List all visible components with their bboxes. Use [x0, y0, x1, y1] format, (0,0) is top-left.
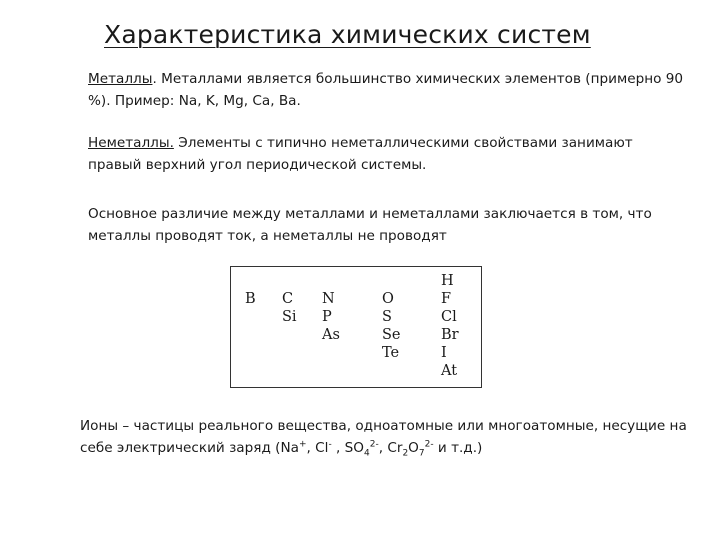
element-cell: P: [322, 309, 332, 325]
nonmetals-text: Элементы с типично неметаллическими свойствами занимают правый верхний угол периодической системы.: [88, 135, 633, 173]
element-cell: Cl: [441, 309, 457, 325]
ions-tail: и т.д.): [433, 440, 483, 456]
element-cell: Se: [382, 327, 401, 343]
metals-term: Металлы: [88, 71, 153, 87]
element-cell: N: [322, 291, 335, 307]
nonmetals-paragraph: [88, 132, 688, 176]
ions-paragraph: [80, 415, 710, 459]
dichromate-o: O: [408, 440, 419, 456]
dichromate-cr-subscript: 2: [402, 448, 409, 459]
nonmetal-elements-table: [230, 266, 482, 388]
element-cell: Te: [382, 345, 400, 361]
sulfate-charge: 2-: [369, 439, 379, 450]
element-cell: Br: [441, 327, 459, 343]
ions-sep: , Cr: [378, 440, 403, 456]
dichromate-charge: 2-: [424, 439, 434, 450]
element-cell: As: [322, 327, 340, 343]
ions-text: – частицы реального вещества, одноатомные или многоатомные, несущие на себе электрический заряд (Na: [80, 418, 687, 456]
metals-term-period: .: [152, 71, 157, 87]
element-cell: S: [382, 309, 392, 325]
element-cell: F: [441, 291, 452, 307]
element-cell: Si: [282, 309, 297, 325]
sulfate-subscript: 4: [363, 448, 370, 459]
ions-term: Ионы: [80, 418, 119, 434]
element-cell: H: [441, 273, 454, 289]
element-cell: I: [441, 345, 447, 361]
ions-sep: , Cl: [306, 440, 329, 456]
chloride-charge: -: [328, 439, 332, 450]
metals-paragraph: [88, 68, 688, 112]
slide-title: Характеристика химических систем: [104, 20, 591, 49]
dichromate-o-subscript: 7: [418, 448, 425, 459]
nonmetals-term: Неметаллы.: [88, 135, 174, 151]
ions-sep: , SO: [331, 440, 364, 456]
element-cell: B: [245, 291, 256, 307]
metals-text: Металлами является большинство химических элементов (примерно 90 %). Пример: Na, K, Mg, Ca, Ba.: [88, 71, 684, 109]
sodium-charge: +: [298, 439, 307, 450]
element-cell: O: [382, 291, 394, 307]
element-cell: C: [282, 291, 294, 307]
difference-paragraph: Основное различие между металлами и неметаллами заключается в том, что металлы проводят ток, а неметаллы не проводят: [88, 206, 652, 244]
element-cell: At: [441, 363, 458, 379]
